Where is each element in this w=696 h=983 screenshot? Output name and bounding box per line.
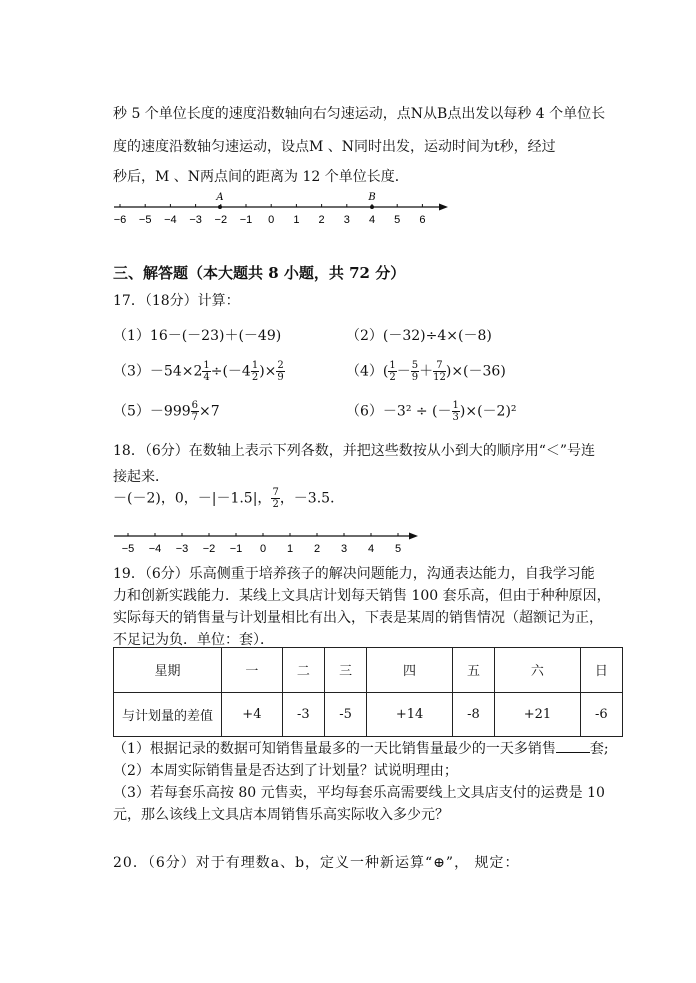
table-cell: -6 [580, 692, 622, 737]
table-row [114, 692, 623, 737]
q18-numbers: －(－2)，0，－|－1.5|， $\frac{7}{2}$ ，－3.5． [113, 487, 345, 510]
q18-line-2: 接起来． [113, 469, 169, 485]
q19-line-3: 实际每天的销售量与计划量相比有出入，下表是某周的销售情况（超额记为正， [113, 610, 603, 626]
q16-line-3: 秒后，M 、N两点间的距离为 12 个单位长度． [113, 169, 409, 185]
table-cell: +21 [495, 692, 581, 737]
tick-label: 2 [313, 543, 321, 555]
tick-label: −1 [229, 543, 243, 555]
point-b-label: B [368, 192, 376, 203]
tick-label: −3 [175, 543, 189, 555]
q17-part-6: （6）－3² ÷ (－ $\frac{1}{3}$ )×(－2)² [346, 400, 517, 423]
table-header-cell: 二 [282, 648, 324, 693]
table-header-cell: 一 [222, 648, 283, 693]
number-line-2 [108, 524, 428, 558]
tick-label: 3 [343, 214, 350, 226]
q20-text: 20．（6分）对于有理数a、b，定义一种新运算“⊕”， 规定： [113, 855, 520, 871]
tick-label: 6 [419, 214, 426, 226]
q19-line-4: 不足记为负．单位：套）． [113, 632, 274, 648]
table-row [114, 648, 623, 693]
tick-label: −6 [113, 214, 127, 226]
tick-label: 5 [394, 214, 401, 226]
q19-line-1: 19．（6分）乐高侧重于培养孩子的解决问题能力，沟通表达能力，自我学习能 [113, 566, 595, 582]
tick-label: −2 [214, 214, 228, 226]
table-header-cell: 日 [580, 648, 622, 693]
table-cell: -3 [282, 692, 324, 737]
q17-part-4: （4）( $\frac{1}{2}$ － $\frac{5}{9}$ ＋ $\frac{7}{12}$ )×(－36) [346, 360, 506, 383]
q17-part-1: （1）16－(－23)＋(－49) [113, 328, 282, 344]
tick-label: −4 [164, 214, 177, 226]
answer-blank [556, 740, 590, 753]
tick-label: −5 [138, 214, 152, 226]
number-line-2-arrow [409, 533, 418, 540]
q16-line-1: 秒 5 个单位长度的速度沿数轴向右匀速运动，点N从B点出发以每秒 4 个单位长 [113, 106, 606, 122]
tick-label: −4 [148, 543, 162, 555]
q19-sub-1: （1）根据记录的数据可知销售量最多的一天比销售量最少的一天多销售 套; [113, 741, 609, 757]
sales-table [113, 647, 623, 737]
point-a-label: A [216, 192, 224, 203]
table-cell: +4 [222, 692, 283, 737]
table-header-cell: 六 [495, 648, 581, 693]
tick-label: 4 [368, 214, 376, 226]
tick-label: −1 [239, 214, 253, 226]
q17-part-3: （3）－54×2 $\frac{1}{4}$ ÷(－4 $\frac{1}{2}$ )× $\frac{2}{9}$ [113, 360, 284, 383]
table-cell: +14 [367, 692, 453, 737]
tick-label: −3 [189, 214, 202, 226]
number-line-1-arrow [439, 204, 448, 211]
table-cell: -5 [324, 692, 366, 737]
table-header-cell: 五 [452, 648, 494, 693]
table-row-label: 与计划量的差值 [114, 692, 222, 737]
table-header-cell: 星期 [114, 648, 222, 693]
q18-line-1: 18．（6分）在数轴上表示下列各数，并把这些数按从小到大的顺序用“＜”号连 [113, 443, 596, 459]
tick-label: 3 [340, 543, 348, 555]
tick-label: 0 [268, 214, 275, 226]
tick-label: 1 [293, 214, 300, 226]
table-header-cell: 三 [324, 648, 366, 693]
table-header-cell: 四 [367, 648, 453, 693]
tick-label: 5 [394, 543, 402, 555]
q19-sub-3-line-2: 元，那么该线上文具店本周销售乐高实际收入多少元？ [113, 807, 449, 823]
q17-intro: 17．（18分）计算： [113, 293, 240, 309]
q19-sub-3-line-1: （3）若每套乐高按 80 元售卖，平均每套乐高需要线上文具店支付的运费是 10 [113, 785, 605, 801]
q19-sub-2: （2）本周实际销售量是否达到了计划量？试说明理由； [113, 763, 458, 779]
tick-label: 2 [318, 214, 325, 226]
section-3-title: 三、解答题（本大题共 8 小题，共 72 分） [113, 264, 406, 282]
q17-part-2: （2）(－32)÷4×(－8) [346, 328, 492, 344]
point-b-dot [370, 205, 374, 209]
q19-line-2: 力和创新实践能力．某线上文具店计划每天销售 100 套乐高，但由于种种原因， [113, 588, 611, 604]
tick-label: −2 [202, 543, 216, 555]
tick-label: −5 [121, 543, 135, 555]
number-line-1 [108, 190, 453, 234]
tick-label: 1 [286, 543, 294, 555]
point-a-dot [218, 205, 222, 209]
tick-label: 4 [367, 543, 375, 555]
q17-part-5: （5）－999 $\frac{6}{7}$ ×7 [113, 400, 220, 423]
tick-label: 0 [259, 543, 267, 555]
table-cell: -8 [452, 692, 494, 737]
q16-line-2: 度的速度沿数轴匀速运动，设点M 、N同时出发，运动时间为t秒，经过 [113, 139, 556, 155]
